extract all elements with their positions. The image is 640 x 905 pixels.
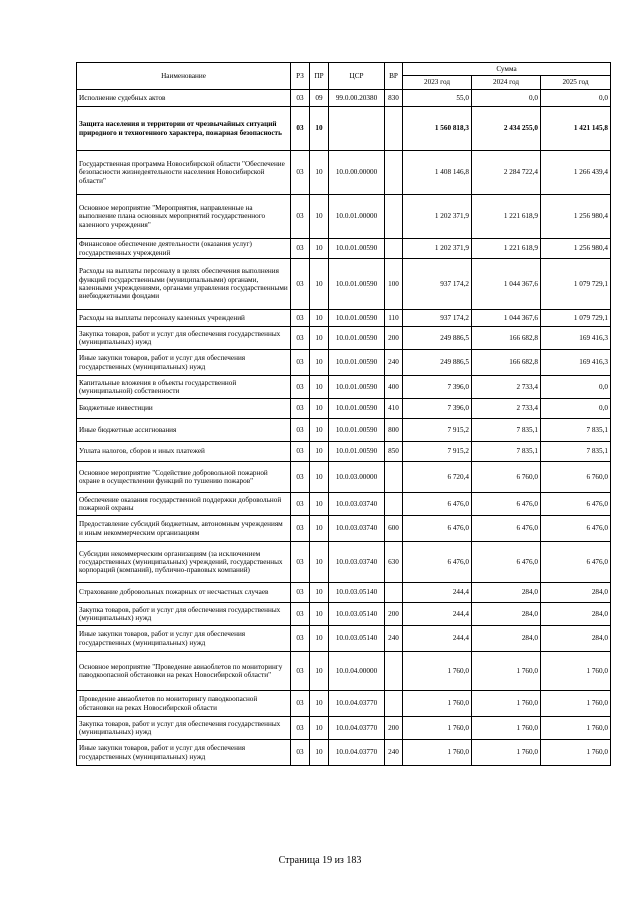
cell-v2025: 6 760,0	[541, 462, 611, 493]
cell-name: Расходы на выплаты персоналу в целях обеспечения выполнения функций государственными (муниципальными) органами, казенными учреждениями, органами управления государственными внебюджетными фондами	[77, 259, 291, 310]
cell-v2025: 6 476,0	[541, 542, 611, 583]
cell-pr: 10	[310, 107, 329, 151]
cell-v2023: 6 476,0	[403, 516, 472, 542]
cell-name: Субсидии некоммерческим организациям (за исключением государственных (муниципальных) учреждений, государственных корпораций (компаний), публично-правовых компаний)	[77, 542, 291, 583]
cell-name: Проведение авиаоблетов по мониторингу паводкоопасной обстановки на реках Новосибирской области	[77, 691, 291, 717]
table-row	[77, 516, 611, 542]
cell-pr: 10	[310, 493, 329, 516]
cell-pr: 10	[310, 626, 329, 652]
cell-rz: 03	[291, 583, 310, 603]
cell-v2023: 937 174,2	[403, 259, 472, 310]
table-body	[77, 90, 611, 766]
cell-pr: 10	[310, 542, 329, 583]
cell-csr: 10.0.03.05140	[329, 603, 385, 626]
table-row	[77, 419, 611, 442]
table-row	[77, 462, 611, 493]
cell-csr: 10.0.01.00590	[329, 259, 385, 310]
cell-v2025: 7 835,1	[541, 419, 611, 442]
cell-v2023: 6 476,0	[403, 542, 472, 583]
cell-v2025: 1 079 729,1	[541, 310, 611, 327]
cell-vr: 800	[385, 419, 403, 442]
cell-rz: 03	[291, 239, 310, 259]
cell-csr: 10.0.01.00000	[329, 195, 385, 239]
cell-csr: 10.0.01.00590	[329, 327, 385, 350]
table-row	[77, 376, 611, 399]
cell-name: Иные бюджетные ассигнования	[77, 419, 291, 442]
cell-v2024: 166 682,8	[472, 350, 541, 376]
cell-vr: 240	[385, 350, 403, 376]
cell-vr: 100	[385, 259, 403, 310]
cell-v2025: 0,0	[541, 376, 611, 399]
cell-csr: 10.0.04.03770	[329, 691, 385, 717]
cell-v2023: 937 174,2	[403, 310, 472, 327]
cell-vr	[385, 107, 403, 151]
cell-v2025: 1 760,0	[541, 740, 611, 766]
cell-rz: 03	[291, 90, 310, 107]
table-row	[77, 626, 611, 652]
cell-v2024: 0,0	[472, 90, 541, 107]
cell-v2025: 1 760,0	[541, 652, 611, 691]
cell-v2024: 1 760,0	[472, 740, 541, 766]
cell-csr: 10.0.01.00590	[329, 350, 385, 376]
cell-v2024: 2 733,4	[472, 376, 541, 399]
cell-name: Уплата налогов, сборов и иных платежей	[77, 442, 291, 462]
table-row	[77, 259, 611, 310]
table-row	[77, 195, 611, 239]
cell-v2024: 7 835,1	[472, 442, 541, 462]
cell-vr: 850	[385, 442, 403, 462]
cell-v2023: 1 560 818,3	[403, 107, 472, 151]
cell-v2024: 6 476,0	[472, 493, 541, 516]
table-row	[77, 740, 611, 766]
cell-v2025: 169 416,3	[541, 350, 611, 376]
cell-rz: 03	[291, 542, 310, 583]
cell-v2023: 1 760,0	[403, 740, 472, 766]
table-row	[77, 310, 611, 327]
cell-pr: 10	[310, 462, 329, 493]
cell-pr: 10	[310, 195, 329, 239]
cell-name: Защита населения и территории от чрезвычайных ситуаций природного и техногенного характера, пожарная безопасность	[77, 107, 291, 151]
cell-v2023: 244,4	[403, 626, 472, 652]
cell-v2023: 249 886,5	[403, 350, 472, 376]
cell-rz: 03	[291, 493, 310, 516]
cell-pr: 10	[310, 516, 329, 542]
cell-pr: 10	[310, 310, 329, 327]
cell-v2024: 166 682,8	[472, 327, 541, 350]
cell-rz: 03	[291, 652, 310, 691]
cell-name: Иные закупки товаров, работ и услуг для обеспечения государственных (муниципальных) нужд	[77, 740, 291, 766]
cell-v2023: 55,0	[403, 90, 472, 107]
cell-v2025: 6 476,0	[541, 516, 611, 542]
cell-csr: 10.0.01.00590	[329, 376, 385, 399]
cell-vr: 240	[385, 626, 403, 652]
cell-name: Закупка товаров, работ и услуг для обеспечения государственных (муниципальных) нужд	[77, 603, 291, 626]
cell-name: Расходы на выплаты персоналу казенных учреждений	[77, 310, 291, 327]
cell-v2024: 284,0	[472, 583, 541, 603]
cell-v2025: 1 256 980,4	[541, 195, 611, 239]
header-sum: Сумма	[403, 63, 611, 76]
cell-csr: 10.0.01.00590	[329, 442, 385, 462]
cell-name: Финансовое обеспечение деятельности (оказания услуг) государственных учреждений	[77, 239, 291, 259]
cell-v2024: 284,0	[472, 626, 541, 652]
cell-pr: 10	[310, 327, 329, 350]
cell-v2025: 1 256 980,4	[541, 239, 611, 259]
table-row	[77, 90, 611, 107]
cell-v2025: 1 421 145,8	[541, 107, 611, 151]
cell-vr	[385, 652, 403, 691]
cell-vr: 200	[385, 603, 403, 626]
header-2025: 2025 год	[541, 76, 611, 90]
cell-v2023: 244,4	[403, 603, 472, 626]
header-csr: ЦСР	[329, 63, 385, 90]
cell-csr: 99.0.00.20380	[329, 90, 385, 107]
cell-v2025: 284,0	[541, 583, 611, 603]
table-row	[77, 583, 611, 603]
cell-rz: 03	[291, 419, 310, 442]
cell-name: Капитальные вложения в объекты государственной (муниципальной) собственности	[77, 376, 291, 399]
cell-name: Закупка товаров, работ и услуг для обеспечения государственных (муниципальных) нужд	[77, 327, 291, 350]
cell-v2025: 0,0	[541, 90, 611, 107]
cell-v2024: 284,0	[472, 603, 541, 626]
cell-v2024: 2 284 722,4	[472, 151, 541, 195]
header-2023: 2023 год	[403, 76, 472, 90]
cell-csr: 10.0.00.00000	[329, 151, 385, 195]
cell-v2024: 1 760,0	[472, 691, 541, 717]
cell-vr: 410	[385, 399, 403, 419]
cell-rz: 03	[291, 691, 310, 717]
cell-rz: 03	[291, 310, 310, 327]
cell-pr: 10	[310, 399, 329, 419]
table-row	[77, 717, 611, 740]
cell-vr: 600	[385, 516, 403, 542]
cell-v2023: 1 202 371,9	[403, 239, 472, 259]
cell-name: Основное мероприятие "Проведение авиаоблетов по мониторингу паводкоопасной обстановки на реках Новосибирской области"	[77, 652, 291, 691]
cell-v2023: 7 915,2	[403, 442, 472, 462]
cell-v2023: 1 408 146,8	[403, 151, 472, 195]
cell-pr: 10	[310, 583, 329, 603]
cell-csr: 10.0.03.03740	[329, 516, 385, 542]
cell-csr: 10.0.03.05140	[329, 626, 385, 652]
cell-name: Обеспечение оказания государственной поддержки добровольной пожарной охраны	[77, 493, 291, 516]
cell-rz: 03	[291, 442, 310, 462]
cell-v2023: 7 396,0	[403, 399, 472, 419]
cell-pr: 09	[310, 90, 329, 107]
cell-name: Иные закупки товаров, работ и услуг для обеспечения государственных (муниципальных) нужд	[77, 626, 291, 652]
cell-pr: 10	[310, 442, 329, 462]
table-row	[77, 350, 611, 376]
cell-v2023: 1 760,0	[403, 652, 472, 691]
cell-vr: 110	[385, 310, 403, 327]
cell-vr: 400	[385, 376, 403, 399]
cell-v2023: 7 915,2	[403, 419, 472, 442]
table-row	[77, 107, 611, 151]
cell-vr	[385, 691, 403, 717]
cell-csr: 10.0.04.03770	[329, 740, 385, 766]
cell-pr: 10	[310, 350, 329, 376]
cell-v2025: 169 416,3	[541, 327, 611, 350]
cell-v2024: 2 733,4	[472, 399, 541, 419]
header-rz: РЗ	[291, 63, 310, 90]
cell-v2024: 1 044 367,6	[472, 259, 541, 310]
cell-rz: 03	[291, 376, 310, 399]
cell-vr	[385, 583, 403, 603]
table-row	[77, 442, 611, 462]
cell-rz: 03	[291, 151, 310, 195]
cell-vr: 200	[385, 327, 403, 350]
cell-vr: 830	[385, 90, 403, 107]
cell-name: Основное мероприятие "Содействие добровольной пожарной охране в осуществлении функций по тушению пожаров"	[77, 462, 291, 493]
header-vr: ВР	[385, 63, 403, 90]
cell-rz: 03	[291, 626, 310, 652]
table-row	[77, 542, 611, 583]
cell-pr: 10	[310, 740, 329, 766]
table-row	[77, 493, 611, 516]
cell-v2023: 244,4	[403, 583, 472, 603]
cell-vr	[385, 239, 403, 259]
cell-name: Государственная программа Новосибирской области "Обеспечение безопасности жизнедеятельности населения Новосибирской области"	[77, 151, 291, 195]
cell-v2025: 1 760,0	[541, 717, 611, 740]
table-row	[77, 691, 611, 717]
cell-name: Исполнение судебных актов	[77, 90, 291, 107]
budget-table	[76, 62, 611, 766]
cell-pr: 10	[310, 717, 329, 740]
cell-v2025: 1 079 729,1	[541, 259, 611, 310]
cell-vr	[385, 151, 403, 195]
cell-v2024: 1 221 618,9	[472, 195, 541, 239]
cell-csr: 10.0.01.00590	[329, 239, 385, 259]
cell-rz: 03	[291, 327, 310, 350]
cell-vr	[385, 462, 403, 493]
table-row	[77, 603, 611, 626]
cell-rz: 03	[291, 107, 310, 151]
cell-v2025: 7 835,1	[541, 442, 611, 462]
cell-pr: 10	[310, 603, 329, 626]
cell-v2025: 284,0	[541, 626, 611, 652]
cell-v2024: 2 434 255,0	[472, 107, 541, 151]
cell-vr: 200	[385, 717, 403, 740]
cell-csr: 10.0.01.00590	[329, 399, 385, 419]
cell-v2023: 249 886,5	[403, 327, 472, 350]
cell-rz: 03	[291, 350, 310, 376]
table-row	[77, 327, 611, 350]
cell-v2024: 1 221 618,9	[472, 239, 541, 259]
cell-rz: 03	[291, 462, 310, 493]
cell-name: Основное мероприятие "Мероприятия, направленные на выполнение плана основных мероприятий государственного казенного учреждения"	[77, 195, 291, 239]
cell-csr: 10.0.04.00000	[329, 652, 385, 691]
cell-v2024: 6 476,0	[472, 516, 541, 542]
table-row	[77, 652, 611, 691]
cell-pr: 10	[310, 259, 329, 310]
cell-v2023: 1 760,0	[403, 717, 472, 740]
cell-rz: 03	[291, 259, 310, 310]
cell-name: Иные закупки товаров, работ и услуг для обеспечения государственных (муниципальных) нужд	[77, 350, 291, 376]
cell-v2024: 1 044 367,6	[472, 310, 541, 327]
header-2024: 2024 год	[472, 76, 541, 90]
cell-v2024: 6 476,0	[472, 542, 541, 583]
cell-name: Предоставление субсидий бюджетным, автономным учреждениям и иным некоммерческим организациям	[77, 516, 291, 542]
cell-rz: 03	[291, 516, 310, 542]
cell-csr: 10.0.03.05140	[329, 583, 385, 603]
cell-vr	[385, 493, 403, 516]
cell-pr: 10	[310, 691, 329, 717]
cell-v2024: 7 835,1	[472, 419, 541, 442]
table-row	[77, 399, 611, 419]
cell-rz: 03	[291, 740, 310, 766]
cell-csr: 10.0.04.03770	[329, 717, 385, 740]
cell-csr	[329, 107, 385, 151]
cell-v2024: 6 760,0	[472, 462, 541, 493]
cell-pr: 10	[310, 376, 329, 399]
cell-v2023: 6 476,0	[403, 493, 472, 516]
cell-rz: 03	[291, 717, 310, 740]
cell-name: Страхование добровольных пожарных от несчастных случаев	[77, 583, 291, 603]
cell-rz: 03	[291, 399, 310, 419]
cell-v2023: 1 202 371,9	[403, 195, 472, 239]
cell-csr: 10.0.01.00590	[329, 419, 385, 442]
cell-pr: 10	[310, 652, 329, 691]
header-pr: ПР	[310, 63, 329, 90]
cell-v2025: 6 476,0	[541, 493, 611, 516]
cell-csr: 10.0.03.03740	[329, 542, 385, 583]
page-number: Страница 19 из 183	[278, 855, 362, 866]
cell-v2024: 1 760,0	[472, 717, 541, 740]
table-row	[77, 239, 611, 259]
cell-name: Закупка товаров, работ и услуг для обеспечения государственных (муниципальных) нужд	[77, 717, 291, 740]
cell-v2024: 1 760,0	[472, 652, 541, 691]
cell-pr: 10	[310, 151, 329, 195]
cell-v2023: 6 720,4	[403, 462, 472, 493]
cell-name: Бюджетные инвестиции	[77, 399, 291, 419]
cell-vr: 240	[385, 740, 403, 766]
cell-rz: 03	[291, 195, 310, 239]
cell-pr: 10	[310, 239, 329, 259]
cell-rz: 03	[291, 603, 310, 626]
cell-vr	[385, 195, 403, 239]
table-row	[77, 151, 611, 195]
cell-v2023: 1 760,0	[403, 691, 472, 717]
cell-csr: 10.0.03.00000	[329, 462, 385, 493]
cell-v2025: 0,0	[541, 399, 611, 419]
cell-csr: 10.0.01.00590	[329, 310, 385, 327]
header-name: Наименование	[77, 63, 291, 90]
cell-v2025: 284,0	[541, 603, 611, 626]
cell-v2023: 7 396,0	[403, 376, 472, 399]
cell-vr: 630	[385, 542, 403, 583]
cell-v2025: 1 760,0	[541, 691, 611, 717]
cell-pr: 10	[310, 419, 329, 442]
cell-csr: 10.0.03.03740	[329, 493, 385, 516]
cell-v2025: 1 266 439,4	[541, 151, 611, 195]
